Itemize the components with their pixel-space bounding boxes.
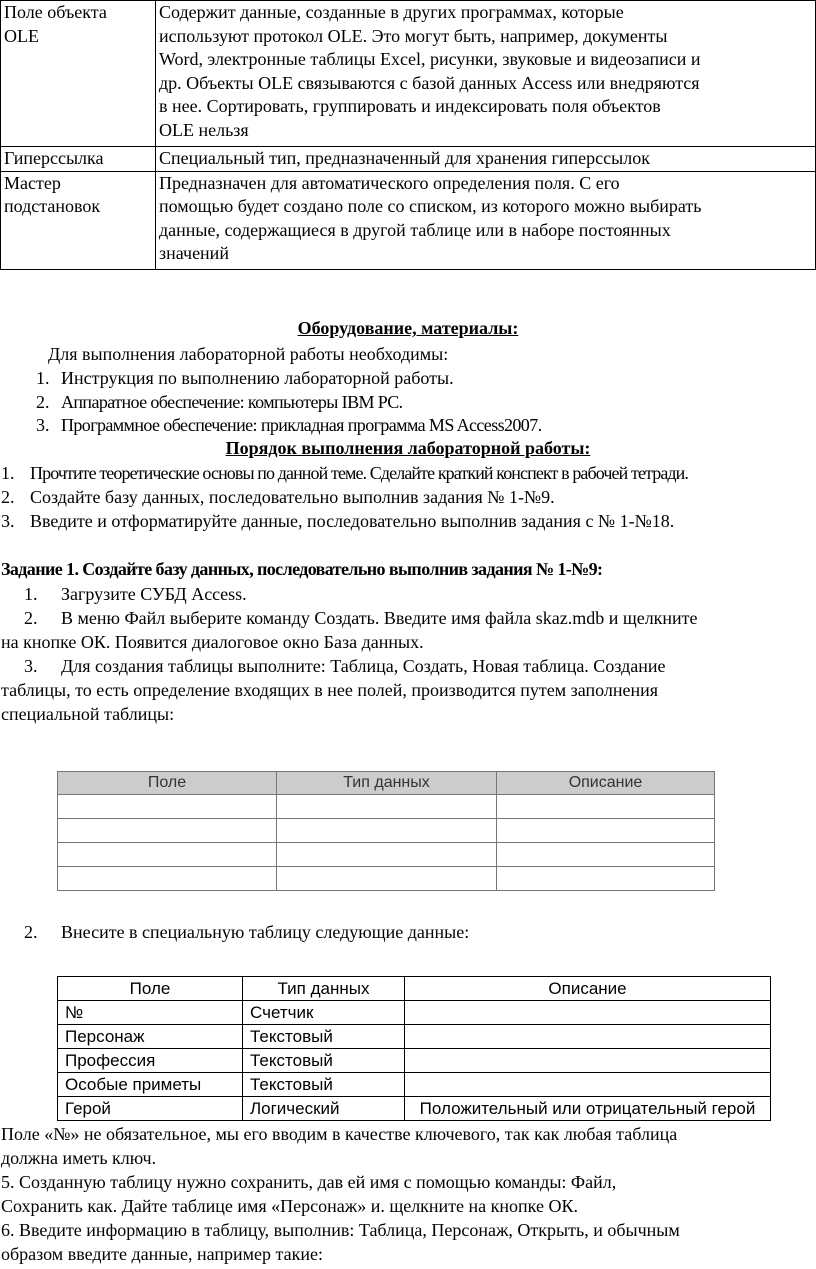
desc-line: помощью будет создано поле со списком, из которого можно выбирать	[159, 196, 702, 217]
list-item-number: 2.	[1, 487, 15, 507]
paragraph-line: образом введите данные, например такие:	[1, 1244, 323, 1264]
table-cell	[405, 1049, 771, 1073]
step-number: 3.	[24, 656, 38, 676]
desc-line: др. Объекты OLE связываются с базой данных Access или внедряются	[159, 72, 700, 93]
desc-line: Специальный тип, предназначенный для хранения гиперссылок	[159, 148, 650, 168]
table-cell[interactable]	[277, 795, 497, 819]
table-header-row	[58, 772, 715, 795]
desc-line: OLE нельзя	[159, 119, 249, 140]
desc-line: Предназначен для автоматического определения поля. С его	[159, 172, 620, 193]
table-cell: Особые приметы	[58, 1073, 243, 1097]
list-item-number: 3.	[36, 415, 50, 435]
list-item-number: 3.	[1, 511, 15, 531]
table-row	[1, 147, 816, 172]
step-text: Внесите в специальную таблицу следующие данные:	[61, 922, 470, 942]
table-cell: №	[58, 1001, 243, 1025]
list-item: Инструкция по выполнению лабораторной работы.	[61, 368, 454, 388]
table-cell[interactable]	[497, 843, 715, 867]
term-cell	[1, 1, 156, 147]
table-cell: Счетчик	[243, 1001, 405, 1025]
header-cell: Тип данных	[277, 772, 497, 795]
list-item: Программное обеспечение: прикладная программа MS Access2007.	[61, 415, 542, 435]
paragraph-line: 5. Созданную таблицу нужно сохранить, дав ей имя с помощью команды: Файл,	[1, 1172, 617, 1192]
table-cell	[405, 1001, 771, 1025]
term-line: Мастер	[4, 172, 61, 193]
table-cell[interactable]	[58, 795, 277, 819]
desc-line: данные, содержащиеся в другой таблице или в наборе постоянных	[159, 219, 671, 240]
list-item: Создайте базу данных, последовательно выполнив задания № 1-№9.	[30, 487, 555, 507]
table-row	[58, 1049, 771, 1073]
table-cell: Логический	[243, 1097, 405, 1121]
equipment-heading: Оборудование, материалы:	[297, 318, 519, 338]
table-cell[interactable]	[58, 819, 277, 843]
list-item-number: 1.	[36, 368, 50, 388]
table-row	[1, 1, 816, 147]
paragraph-line: Сохранить как. Дайте таблице имя «Персонаж» и. щелкните на кнопке ОК.	[1, 1196, 578, 1216]
step-text: Загрузите СУБД Access.	[61, 584, 247, 604]
table-cell: Профессия	[58, 1049, 243, 1073]
header-cell: Описание	[405, 977, 771, 1001]
list-item-number: 2.	[36, 392, 50, 412]
step-number: 1.	[24, 584, 38, 604]
table-cell[interactable]	[277, 867, 497, 891]
table-row	[58, 1073, 771, 1097]
term-line: подстановок	[4, 196, 101, 217]
list-item: Прочтите теоретические основы по данной теме. Сделайте краткий конспект в рабочей тетради.	[30, 463, 688, 483]
description-cell	[156, 1, 816, 147]
term-cell	[1, 147, 156, 172]
table-cell: Текстовый	[243, 1073, 405, 1097]
table-row	[58, 843, 715, 867]
table-cell[interactable]	[58, 843, 277, 867]
description-cell	[156, 147, 816, 172]
table-cell: Текстовый	[243, 1025, 405, 1049]
desc-line: значений	[159, 243, 229, 264]
table-cell: Персонаж	[58, 1025, 243, 1049]
list-item-number: 1.	[1, 463, 15, 483]
field-design-table	[57, 771, 715, 891]
table-row	[58, 1025, 771, 1049]
table-row	[58, 867, 715, 891]
table-row	[58, 1001, 771, 1025]
table-row	[58, 1097, 771, 1121]
header-cell: Тип данных	[243, 977, 405, 1001]
table-cell[interactable]	[58, 867, 277, 891]
step-number: 2.	[24, 608, 38, 628]
field-data-table	[57, 976, 771, 1121]
desc-line: Word, электронные таблицы Excel, рисунки, звуковые и видеозаписи и	[159, 49, 701, 70]
term-line: OLE	[4, 25, 39, 46]
step-text: на кнопке ОК. Появится диалоговое окно База данных.	[1, 632, 424, 652]
table-row	[1, 171, 816, 269]
procedure-heading: Порядок выполнения лабораторной работы:	[225, 438, 591, 458]
task-heading: Задание 1. Создайте базу данных, последовательно выполнив задания № 1-№9:	[1, 559, 603, 579]
desc-line: Содержит данные, созданные в других программах, которые	[159, 2, 624, 22]
step-number: 2.	[24, 922, 38, 942]
equipment-intro: Для выполнения лабораторной работы необходимы:	[48, 344, 449, 364]
table-cell: Положительный или отрицательный герой	[405, 1097, 771, 1121]
list-item: Аппаратное обеспечение: компьютеры IBM PC.	[61, 392, 403, 412]
table-cell[interactable]	[497, 819, 715, 843]
desc-line: используют протокол OLE. Это могут быть, например, документы	[159, 25, 668, 46]
header-cell: Поле	[58, 772, 277, 795]
table-row	[58, 795, 715, 819]
term-line: Гиперссылка	[4, 148, 104, 168]
table-header-row	[58, 977, 771, 1001]
table-cell: Текстовый	[243, 1049, 405, 1073]
table-cell	[405, 1025, 771, 1049]
table-cell[interactable]	[277, 819, 497, 843]
table-cell[interactable]	[497, 795, 715, 819]
step-text: Для создания таблицы выполните: Таблица, Создать, Новая таблица. Создание	[61, 656, 666, 676]
step-text: В меню Файл выберите команду Создать. Введите имя файла skaz.mdb и щелкните	[61, 608, 698, 628]
header-cell: Описание	[497, 772, 715, 795]
table-cell[interactable]	[277, 843, 497, 867]
step-text: таблицы, то есть определение входящих в нее полей, производится путем заполнения	[1, 680, 659, 700]
term-line: Поле объекта	[4, 2, 107, 22]
step-text: специальной таблицы:	[1, 704, 175, 724]
desc-line: в нее. Сортировать, группировать и индексировать поля объектов	[159, 96, 661, 117]
table-row	[58, 819, 715, 843]
paragraph-line: Поле «№» не обязательное, мы его вводим в качестве ключевого, так как любая таблица	[1, 1124, 678, 1144]
header-cell: Поле	[58, 977, 243, 1001]
list-item: Введите и отформатируйте данные, последовательно выполнив задания с № 1-№18.	[30, 511, 675, 531]
data-types-table	[0, 0, 816, 270]
table-cell[interactable]	[497, 867, 715, 891]
description-cell	[156, 171, 816, 269]
table-cell: Герой	[58, 1097, 243, 1121]
table-cell	[405, 1073, 771, 1097]
term-cell	[1, 171, 156, 269]
paragraph-line: должна иметь ключ.	[1, 1148, 157, 1168]
paragraph-line: 6. Введите информацию в таблицу, выполнив: Таблица, Персонаж, Открыть, и обычным	[1, 1220, 680, 1240]
